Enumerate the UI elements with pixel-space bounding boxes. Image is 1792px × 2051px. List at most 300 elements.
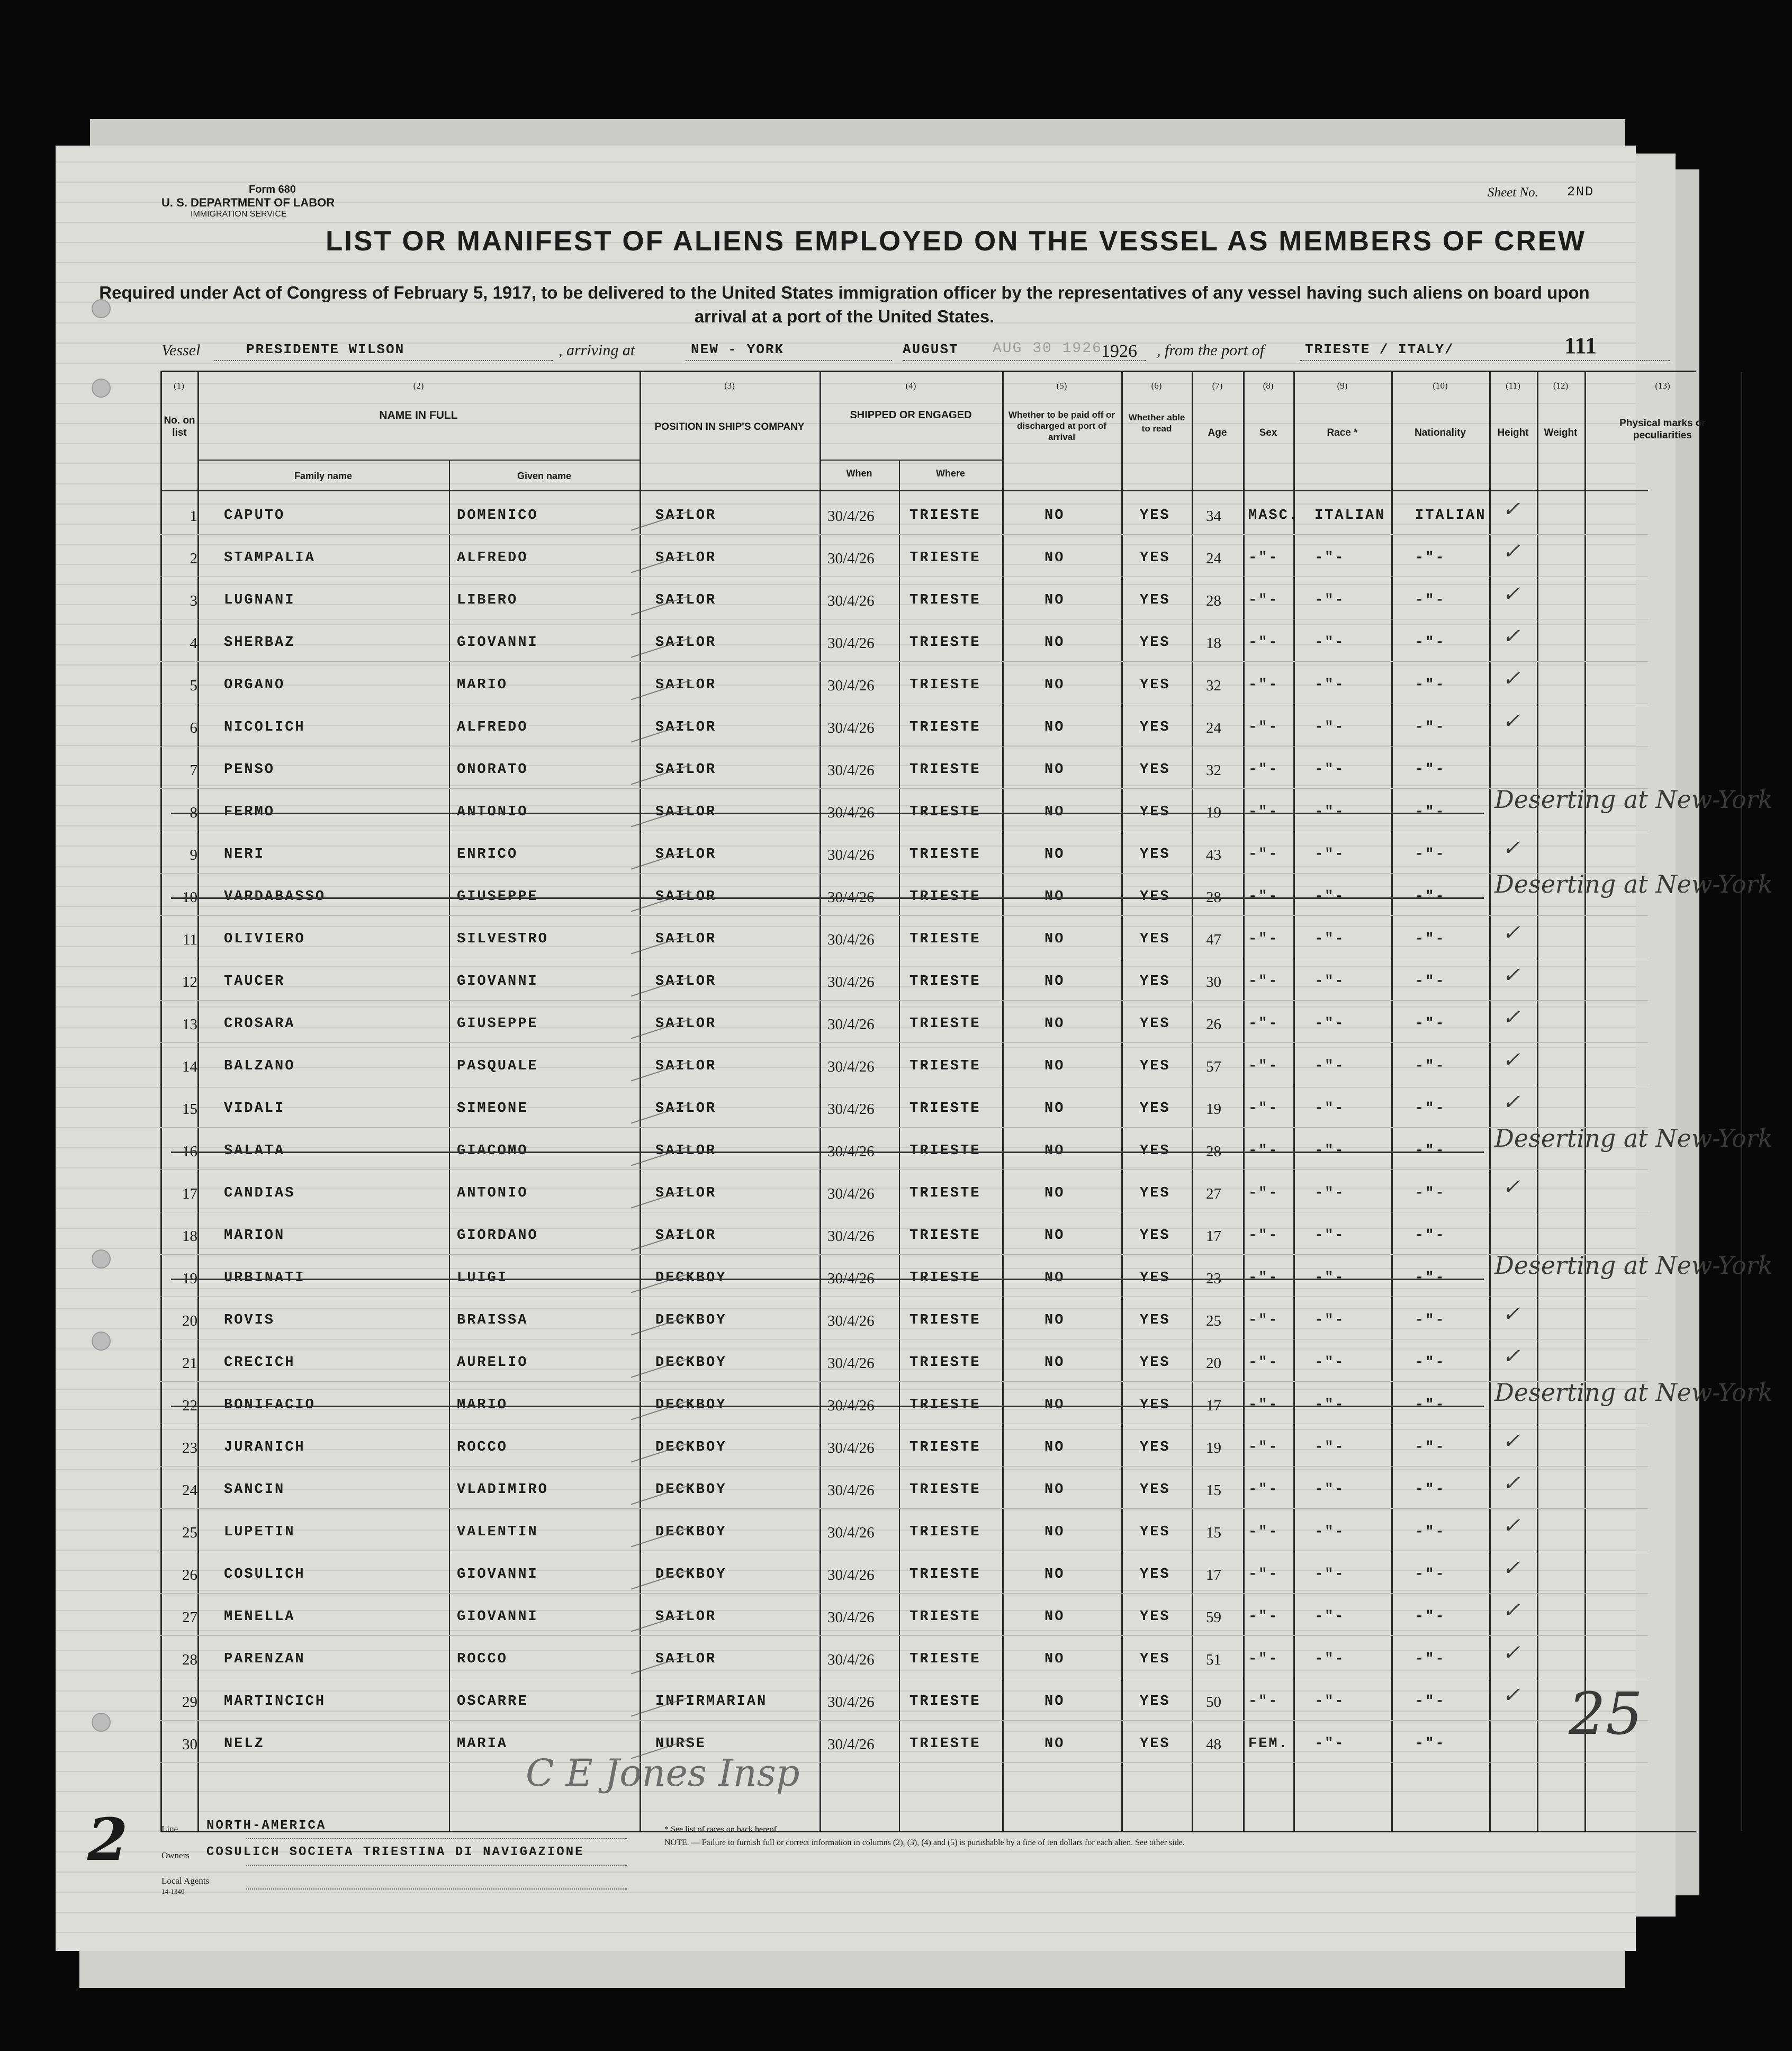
cell-sex: -"- bbox=[1248, 1694, 1279, 1710]
cell-sex: -"- bbox=[1248, 550, 1279, 566]
cell-when: 30/4/26 bbox=[827, 1016, 875, 1033]
cell-given: MARIA bbox=[457, 1736, 508, 1752]
cell-paid: NO bbox=[1044, 1355, 1065, 1371]
cell-given: ROCCO bbox=[457, 1651, 508, 1667]
cell-paid: NO bbox=[1044, 974, 1065, 989]
cell-paid: NO bbox=[1044, 889, 1065, 905]
cell-nationality: -"- bbox=[1415, 931, 1446, 947]
cell-where: TRIESTE bbox=[909, 508, 981, 524]
cell-nationality: -"- bbox=[1415, 1524, 1446, 1540]
strike-through bbox=[171, 1152, 1484, 1153]
cell-read: YES bbox=[1140, 1609, 1170, 1625]
cell-age: 24 bbox=[1206, 719, 1221, 736]
cell-paid: NO bbox=[1044, 1482, 1065, 1498]
check-stroke-icon bbox=[624, 1633, 691, 1674]
cell-no: 22 bbox=[182, 1397, 197, 1414]
cell-height: ✓ bbox=[1502, 921, 1520, 945]
sheet-label: Sheet No. bbox=[1488, 185, 1538, 200]
cell-height: ✓ bbox=[1502, 582, 1520, 606]
cell-no: 2 bbox=[190, 550, 197, 567]
cell-height: ✓ bbox=[1502, 1344, 1520, 1369]
cell-no: 7 bbox=[190, 762, 197, 779]
check-stroke-icon bbox=[624, 1549, 691, 1589]
cell-race: -"- bbox=[1314, 1567, 1345, 1582]
cell-nationality: -"- bbox=[1415, 1609, 1446, 1625]
cell-read: YES bbox=[1140, 974, 1170, 989]
column-number: (12) bbox=[1553, 381, 1569, 391]
cell-family: STAMPALIA bbox=[224, 550, 316, 566]
cell-read: YES bbox=[1140, 847, 1170, 862]
cell-position: SAILOR bbox=[655, 974, 717, 989]
table-row bbox=[160, 1124, 1773, 1173]
cell-where: TRIESTE bbox=[909, 1355, 981, 1371]
cell-when: 30/4/26 bbox=[827, 508, 875, 525]
cell-read: YES bbox=[1140, 1101, 1170, 1117]
cell-where: TRIESTE bbox=[909, 804, 981, 820]
cell-age: 47 bbox=[1206, 931, 1221, 948]
cell-position: SAILOR bbox=[655, 635, 717, 651]
cell-given: OSCARRE bbox=[457, 1694, 528, 1710]
cell-remark: Deserting at New-York bbox=[1494, 870, 1773, 898]
cell-age: 32 bbox=[1206, 677, 1221, 694]
cell-family: COSULICH bbox=[224, 1567, 305, 1582]
cell-where: TRIESTE bbox=[909, 931, 981, 947]
arriving-label: , arriving at bbox=[559, 341, 635, 359]
column-number: (3) bbox=[724, 381, 735, 391]
dotted-rule bbox=[903, 360, 1146, 361]
cell-where: TRIESTE bbox=[909, 1651, 981, 1667]
cell-race: -"- bbox=[1314, 847, 1345, 862]
cell-sex: -"- bbox=[1248, 1101, 1279, 1117]
cell-race: -"- bbox=[1314, 762, 1345, 778]
cell-when: 30/4/26 bbox=[827, 1185, 875, 1202]
col-header-sex: Sex bbox=[1259, 427, 1277, 438]
cell-no: 17 bbox=[182, 1185, 197, 1202]
cell-family: SHERBAZ bbox=[224, 635, 295, 651]
cell-height: ✓ bbox=[1502, 1598, 1520, 1623]
cell-when: 30/4/26 bbox=[827, 762, 875, 779]
check-stroke-icon bbox=[624, 829, 691, 869]
check-stroke-icon bbox=[624, 1337, 691, 1378]
cell-remark: Deserting at New-York bbox=[1494, 1378, 1773, 1407]
cell-race: -"- bbox=[1314, 1355, 1345, 1371]
cell-height: ✓ bbox=[1502, 1090, 1520, 1114]
line-value: NORTH-AMERICA bbox=[206, 1819, 327, 1833]
punch-hole bbox=[92, 1332, 111, 1351]
check-stroke-icon bbox=[624, 574, 691, 615]
cell-nationality: ITALIAN bbox=[1415, 508, 1487, 524]
cell-sex: -"- bbox=[1248, 1270, 1279, 1286]
cell-given: SIMEONE bbox=[457, 1101, 528, 1117]
cell-sex: -"- bbox=[1248, 677, 1279, 693]
line-label: Line bbox=[161, 1824, 178, 1834]
cell-paid: NO bbox=[1044, 1312, 1065, 1328]
col-header-no: No. on list bbox=[164, 415, 195, 438]
cell-sex: -"- bbox=[1248, 931, 1279, 947]
cell-position: SAILOR bbox=[655, 508, 717, 524]
cell-family: FERMO bbox=[224, 804, 275, 820]
page-title: LIST OR MANIFEST OF ALIENS EMPLOYED ON THE VESSEL AS MEMBERS OF CREW bbox=[326, 226, 1587, 257]
manifest-sheet bbox=[56, 146, 1773, 1951]
cell-paid: NO bbox=[1044, 762, 1065, 778]
cell-when: 30/4/26 bbox=[827, 1694, 875, 1711]
service-name: IMMIGRATION SERVICE bbox=[191, 210, 287, 219]
table-row bbox=[160, 1046, 1741, 1088]
cell-position: DECKBOY bbox=[655, 1524, 727, 1540]
cell-nationality: -"- bbox=[1415, 974, 1446, 989]
cell-sex: -"- bbox=[1248, 1185, 1279, 1201]
column-number: (1) bbox=[174, 381, 184, 391]
cell-family: OLIVIERO bbox=[224, 931, 305, 947]
cell-paid: NO bbox=[1044, 847, 1065, 862]
cell-nationality: -"- bbox=[1415, 1312, 1446, 1328]
cell-sex: -"- bbox=[1248, 1016, 1279, 1032]
cell-race: -"- bbox=[1314, 1228, 1345, 1244]
col-header-given: Given name bbox=[517, 471, 572, 481]
dotted-rule bbox=[1300, 360, 1670, 361]
cell-where: TRIESTE bbox=[909, 1440, 981, 1455]
cell-given: SILVESTRO bbox=[457, 931, 548, 947]
cell-position: SAILOR bbox=[655, 1016, 717, 1032]
cell-family: VIDALI bbox=[224, 1101, 285, 1117]
cell-age: 24 bbox=[1206, 550, 1221, 567]
cell-where: TRIESTE bbox=[909, 1058, 981, 1074]
cell-no: 1 bbox=[190, 508, 197, 525]
cell-sex: -"- bbox=[1248, 974, 1279, 989]
cell-sex: -"- bbox=[1248, 1228, 1279, 1244]
cell-family: SANCIN bbox=[224, 1482, 285, 1498]
cell-age: 28 bbox=[1206, 1143, 1221, 1160]
cell-paid: NO bbox=[1044, 1736, 1065, 1752]
cell-position: DECKBOY bbox=[655, 1482, 727, 1498]
cell-family: TAUCER bbox=[224, 974, 285, 989]
cell-age: 57 bbox=[1206, 1058, 1221, 1075]
cell-read: YES bbox=[1140, 592, 1170, 608]
cell-no: 25 bbox=[182, 1524, 197, 1541]
crew-table bbox=[160, 371, 1773, 1832]
cell-no: 28 bbox=[182, 1651, 197, 1668]
cell-age: 51 bbox=[1206, 1651, 1221, 1668]
cell-no: 16 bbox=[182, 1143, 197, 1160]
cell-nationality: -"- bbox=[1415, 1736, 1446, 1752]
cell-when: 30/4/26 bbox=[827, 1609, 875, 1626]
table-row bbox=[160, 1173, 1741, 1215]
cell-race: -"- bbox=[1314, 1651, 1345, 1667]
cell-read: YES bbox=[1140, 1567, 1170, 1582]
check-stroke-icon bbox=[624, 1506, 691, 1547]
cell-paid: NO bbox=[1044, 635, 1065, 651]
cell-read: YES bbox=[1140, 550, 1170, 566]
cell-age: 23 bbox=[1206, 1270, 1221, 1287]
check-stroke-icon bbox=[624, 913, 691, 954]
cell-race: -"- bbox=[1314, 592, 1345, 608]
cell-given: GIOVANNI bbox=[457, 974, 538, 989]
cell-where: TRIESTE bbox=[909, 677, 981, 693]
cell-height: ✓ bbox=[1502, 709, 1520, 733]
form-number: Form 680 bbox=[249, 184, 296, 195]
check-stroke-icon bbox=[624, 1464, 691, 1505]
vessel-name: PRESIDENTE WILSON bbox=[246, 341, 405, 357]
cell-read: YES bbox=[1140, 1228, 1170, 1244]
arrival-year: 1926 bbox=[1101, 341, 1137, 361]
cell-age: 17 bbox=[1206, 1397, 1221, 1414]
cell-where: TRIESTE bbox=[909, 1397, 981, 1413]
strike-through bbox=[171, 813, 1484, 814]
cell-nationality: -"- bbox=[1415, 1101, 1446, 1117]
cell-where: TRIESTE bbox=[909, 592, 981, 608]
cell-position: DECKBOY bbox=[655, 1397, 727, 1413]
cell-nationality: -"- bbox=[1415, 1016, 1446, 1032]
cell-height: ✓ bbox=[1502, 1471, 1520, 1496]
col-header-where: Where bbox=[935, 468, 965, 479]
cell-race: -"- bbox=[1314, 1143, 1345, 1159]
cell-nationality: -"- bbox=[1415, 1228, 1446, 1244]
cell-height: ✓ bbox=[1502, 1048, 1520, 1072]
cell-age: 19 bbox=[1206, 1440, 1221, 1456]
col-header-physical-marks: Physical marks or peculiarities bbox=[1619, 418, 1706, 441]
cell-given: BRAISSA bbox=[457, 1312, 528, 1328]
cell-age: 32 bbox=[1206, 762, 1221, 779]
cell-position: SAILOR bbox=[655, 1609, 717, 1625]
cell-age: 43 bbox=[1206, 847, 1221, 863]
cell-race: -"- bbox=[1314, 804, 1345, 820]
table-row bbox=[160, 1251, 1773, 1300]
cell-nationality: -"- bbox=[1415, 1440, 1446, 1455]
page-number: 111 bbox=[1564, 332, 1597, 358]
cell-age: 20 bbox=[1206, 1355, 1221, 1372]
cell-no: 11 bbox=[183, 931, 197, 948]
inspector-signature: C E Jones Insp bbox=[526, 1751, 800, 1795]
cell-given: LUIGI bbox=[457, 1270, 508, 1286]
cell-sex: -"- bbox=[1248, 1440, 1279, 1455]
cell-position: DECKBOY bbox=[655, 1567, 727, 1582]
cell-when: 30/4/26 bbox=[827, 889, 875, 906]
cell-paid: NO bbox=[1044, 1694, 1065, 1710]
cell-nationality: -"- bbox=[1415, 762, 1446, 778]
department-name: U. S. DEPARTMENT OF LABOR bbox=[161, 196, 335, 209]
cell-height: ✓ bbox=[1502, 1514, 1520, 1538]
from-port-label: , from the port of bbox=[1157, 341, 1265, 359]
cell-read: YES bbox=[1140, 1482, 1170, 1498]
cell-when: 30/4/26 bbox=[827, 1397, 875, 1414]
cell-age: 59 bbox=[1206, 1609, 1221, 1626]
cell-nationality: -"- bbox=[1415, 804, 1446, 820]
cell-sex: -"- bbox=[1248, 1143, 1279, 1159]
cell-given: GIOVANNI bbox=[457, 1567, 538, 1582]
column-number: (8) bbox=[1263, 381, 1274, 391]
col-header-age: Age bbox=[1208, 427, 1227, 438]
table-row bbox=[160, 1723, 1741, 1766]
owners-value: COSULICH SOCIETA TRIESTINA DI NAVIGAZIONE bbox=[206, 1845, 584, 1859]
cell-given: AURELIO bbox=[457, 1355, 528, 1371]
check-stroke-icon bbox=[624, 532, 691, 573]
cell-when: 30/4/26 bbox=[827, 1143, 875, 1160]
cell-height: ✓ bbox=[1502, 539, 1520, 564]
check-stroke-icon bbox=[624, 871, 691, 912]
cell-nationality: -"- bbox=[1415, 1397, 1446, 1413]
column-number: (13) bbox=[1655, 381, 1670, 391]
cell-height: ✓ bbox=[1502, 1005, 1520, 1030]
cell-position: SAILOR bbox=[655, 1185, 717, 1201]
cell-sex: -"- bbox=[1248, 592, 1279, 608]
strike-through bbox=[171, 897, 1484, 899]
check-stroke-icon bbox=[624, 1422, 691, 1462]
cell-race: -"- bbox=[1314, 1440, 1345, 1455]
cell-family: CANDIAS bbox=[224, 1185, 295, 1201]
departure-port: TRIESTE / ITALY/ bbox=[1305, 341, 1454, 357]
cell-age: 15 bbox=[1206, 1524, 1221, 1541]
cell-when: 30/4/26 bbox=[827, 1736, 875, 1753]
cell-family: NELZ bbox=[224, 1736, 265, 1752]
cell-nationality: -"- bbox=[1415, 847, 1446, 862]
cell-height: ✓ bbox=[1502, 667, 1520, 691]
cell-nationality: -"- bbox=[1415, 1185, 1446, 1201]
cell-no: 14 bbox=[182, 1058, 197, 1075]
cell-age: 34 bbox=[1206, 508, 1221, 525]
table-row bbox=[160, 961, 1741, 1003]
cell-position: SAILOR bbox=[655, 1101, 717, 1117]
check-stroke-icon bbox=[624, 1252, 691, 1293]
cell-race: -"- bbox=[1314, 1482, 1345, 1498]
cell-position: NURSE bbox=[655, 1736, 707, 1752]
col-header-paid-off: Whether to be paid off or discharged at port of arrival bbox=[1008, 410, 1115, 442]
cell-where: TRIESTE bbox=[909, 1609, 981, 1625]
cell-given: ANTONIO bbox=[457, 1185, 528, 1201]
cell-where: TRIESTE bbox=[909, 635, 981, 651]
cell-family: CROSARA bbox=[224, 1016, 295, 1032]
cell-read: YES bbox=[1140, 677, 1170, 693]
table-row bbox=[160, 1003, 1741, 1046]
cell-no: 27 bbox=[182, 1609, 197, 1626]
cell-given: LIBERO bbox=[457, 592, 518, 608]
cell-race: -"- bbox=[1314, 1270, 1345, 1286]
cell-age: 25 bbox=[1206, 1312, 1221, 1329]
cell-read: YES bbox=[1140, 1355, 1170, 1371]
cell-paid: NO bbox=[1044, 550, 1065, 566]
cell-age: 26 bbox=[1206, 1016, 1221, 1033]
cell-read: YES bbox=[1140, 508, 1170, 524]
cell-read: YES bbox=[1140, 1397, 1170, 1413]
strike-through bbox=[171, 1406, 1484, 1407]
cell-read: YES bbox=[1140, 1312, 1170, 1328]
cell-race: -"- bbox=[1314, 931, 1345, 947]
cell-where: TRIESTE bbox=[909, 1567, 981, 1582]
cell-no: 9 bbox=[190, 847, 197, 863]
cell-race: -"- bbox=[1314, 1736, 1345, 1752]
cell-when: 30/4/26 bbox=[827, 847, 875, 863]
cell-sex: -"- bbox=[1248, 762, 1279, 778]
cell-paid: NO bbox=[1044, 1228, 1065, 1244]
check-stroke-icon bbox=[624, 1167, 691, 1208]
cell-read: YES bbox=[1140, 1016, 1170, 1032]
cell-position: DECKBOY bbox=[655, 1312, 727, 1328]
cell-read: YES bbox=[1140, 719, 1170, 735]
cell-paid: NO bbox=[1044, 1101, 1065, 1117]
cell-read: YES bbox=[1140, 635, 1170, 651]
cell-position: SAILOR bbox=[655, 1651, 717, 1667]
cell-sex: -"- bbox=[1248, 847, 1279, 862]
cell-paid: NO bbox=[1044, 508, 1065, 524]
cell-height: ✓ bbox=[1502, 836, 1520, 860]
cell-race: -"- bbox=[1314, 1312, 1345, 1328]
cell-race: -"- bbox=[1314, 1101, 1345, 1117]
cell-no: 19 bbox=[182, 1270, 197, 1287]
col-header-position: POSITION IN SHIP'S COMPANY bbox=[654, 421, 805, 433]
cell-nationality: -"- bbox=[1415, 1270, 1446, 1286]
punch-hole bbox=[92, 379, 111, 398]
cell-family: SALATA bbox=[224, 1143, 285, 1159]
column-number: (7) bbox=[1212, 381, 1223, 391]
cell-when: 30/4/26 bbox=[827, 1228, 875, 1245]
cell-sex: -"- bbox=[1248, 804, 1279, 820]
cell-paid: NO bbox=[1044, 1143, 1065, 1159]
cell-remark: Deserting at New-York bbox=[1494, 1124, 1773, 1153]
local-agents-label: Local Agents bbox=[161, 1876, 210, 1886]
cell-age: 17 bbox=[1206, 1228, 1221, 1245]
cell-position: SAILOR bbox=[655, 889, 717, 905]
cell-paid: NO bbox=[1044, 677, 1065, 693]
cell-given: GIACOMO bbox=[457, 1143, 528, 1159]
cell-given: PASQUALE bbox=[457, 1058, 538, 1074]
arrival-month: AUGUST bbox=[903, 341, 959, 357]
cell-read: YES bbox=[1140, 1440, 1170, 1455]
cell-nationality: -"- bbox=[1415, 550, 1446, 566]
col-header-name: NAME IN FULL bbox=[379, 409, 458, 421]
form-code: 14-1340 bbox=[161, 1887, 185, 1895]
cell-no: 10 bbox=[182, 889, 197, 906]
cell-no: 8 bbox=[190, 804, 197, 821]
cell-race: -"- bbox=[1314, 550, 1345, 566]
cell-given: DOMENICO bbox=[457, 508, 538, 524]
table-row bbox=[160, 1639, 1741, 1681]
cell-sex: FEM. bbox=[1248, 1736, 1289, 1752]
cell-where: TRIESTE bbox=[909, 1736, 981, 1752]
cell-family: MENELLA bbox=[224, 1609, 295, 1625]
cell-no: 13 bbox=[182, 1016, 197, 1033]
cell-paid: NO bbox=[1044, 931, 1065, 947]
cell-position: SAILOR bbox=[655, 1143, 717, 1159]
punch-hole bbox=[92, 1249, 111, 1269]
cell-paid: NO bbox=[1044, 1524, 1065, 1540]
cell-where: TRIESTE bbox=[909, 1524, 981, 1540]
cell-sex: -"- bbox=[1248, 1524, 1279, 1540]
cell-race: -"- bbox=[1314, 889, 1345, 905]
cell-age: 15 bbox=[1206, 1482, 1221, 1499]
table-row bbox=[160, 664, 1741, 707]
cell-nationality: -"- bbox=[1415, 889, 1446, 905]
cell-paid: NO bbox=[1044, 804, 1065, 820]
cell-given: MARIO bbox=[457, 1397, 508, 1413]
cell-read: YES bbox=[1140, 1651, 1170, 1667]
cell-when: 30/4/26 bbox=[827, 1651, 875, 1668]
check-stroke-icon bbox=[624, 1294, 691, 1335]
table-row bbox=[160, 785, 1773, 834]
cell-position: INFIRMARIAN bbox=[655, 1694, 768, 1710]
cell-read: YES bbox=[1140, 1524, 1170, 1540]
cell-when: 30/4/26 bbox=[827, 1270, 875, 1287]
cell-no: 21 bbox=[182, 1355, 197, 1372]
owners-label: Owners bbox=[161, 1850, 190, 1860]
cell-no: 5 bbox=[190, 677, 197, 694]
table-row bbox=[160, 1512, 1741, 1554]
cell-family: JURANICH bbox=[224, 1440, 305, 1455]
cell-sex: -"- bbox=[1248, 889, 1279, 905]
cell-race: -"- bbox=[1314, 1524, 1345, 1540]
cell-family: BALZANO bbox=[224, 1058, 295, 1074]
cell-when: 30/4/26 bbox=[827, 1440, 875, 1456]
cell-when: 30/4/26 bbox=[827, 804, 875, 821]
table-row bbox=[160, 1469, 1741, 1512]
